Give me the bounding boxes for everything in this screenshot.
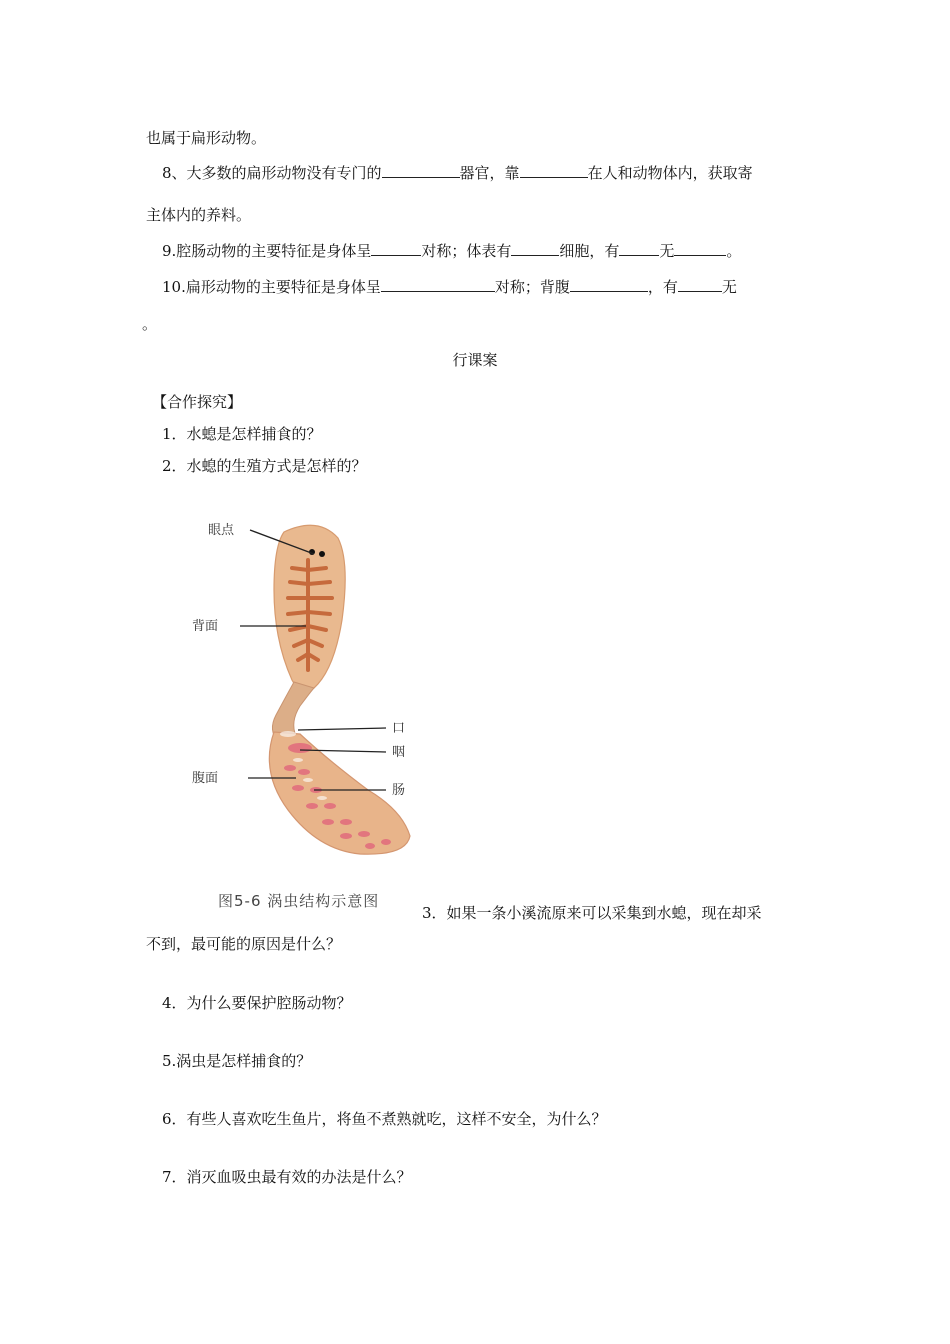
question-4: 4．为什么要保护腔肠动物？ <box>162 994 352 1012</box>
question-6: 6．有些人喜欢吃生鱼片，将鱼不煮熟就吃，这样不安全，为什么？ <box>162 1110 607 1128</box>
q9-part2: 对称；体表有 <box>421 242 512 260</box>
question-8 <box>162 163 753 183</box>
q10-part3: ，有 <box>647 278 678 296</box>
q10-blank-1 <box>381 277 495 292</box>
question-10 <box>162 277 737 297</box>
eyespot-right <box>319 551 325 557</box>
question-3-line-2: 不到，最可能的原因是什么？ <box>146 935 342 953</box>
q8-continuation: 主体内的养料。 <box>146 206 252 224</box>
label-mouth: 口 <box>392 721 406 736</box>
label-eyespot: 眼点 <box>208 523 235 538</box>
q9-blank-2 <box>511 241 559 256</box>
question-9 <box>162 241 741 261</box>
section-title: 行课案 <box>452 351 498 369</box>
planarian-figure <box>188 510 418 910</box>
q9-blank-3 <box>619 241 659 256</box>
question-7: 7．消灭血吸虫最有效的办法是什么？ <box>162 1168 412 1186</box>
q10-part4: 无 <box>721 278 737 296</box>
q9-part5: 。 <box>726 242 742 260</box>
figure-caption: 图5-6 涡虫结构示意图 <box>218 892 380 910</box>
label-dorsal: 背面 <box>192 619 219 634</box>
q8-part3: 在人和动物体内，获取寄 <box>587 164 753 182</box>
q7-tail-text: 也属于扁形动物。 <box>146 129 267 147</box>
q10-blank-2 <box>570 277 648 292</box>
q10-continuation: 。 <box>142 315 158 333</box>
q8-part1: 8、大多数的扁形动物没有专门的 <box>162 164 382 182</box>
q10-part2: 对称；背腹 <box>494 278 570 296</box>
planarian-diagram <box>188 510 418 890</box>
q8-blank-2 <box>520 163 588 178</box>
question-1: 1．水螅是怎样捕食的？ <box>162 425 322 443</box>
label-gut: 肠 <box>392 783 406 798</box>
q9-blank-4 <box>674 241 726 256</box>
q9-part4: 无 <box>659 242 675 260</box>
q9-part1: 9.腔肠动物的主要特征是身体呈 <box>162 242 372 260</box>
label-ventral: 腹面 <box>192 771 219 786</box>
q9-part3: 细胞，有 <box>559 242 620 260</box>
question-5: 5.涡虫是怎样捕食的？ <box>162 1052 312 1070</box>
q9-blank-1 <box>371 241 421 256</box>
cooperate-header: 【合作探究】 <box>152 393 243 411</box>
question-2: 2．水螅的生殖方式是怎样的？ <box>162 457 367 475</box>
q10-blank-3 <box>678 277 722 292</box>
q8-blank-1 <box>382 163 460 178</box>
question-3-line-1: 3．如果一条小溪流原来可以采集到水螅，现在却采 <box>422 904 762 922</box>
q10-part1: 10.扁形动物的主要特征是身体呈 <box>162 278 381 296</box>
q8-part2: 器官，靠 <box>459 164 520 182</box>
label-pharynx: 咽 <box>392 745 406 760</box>
